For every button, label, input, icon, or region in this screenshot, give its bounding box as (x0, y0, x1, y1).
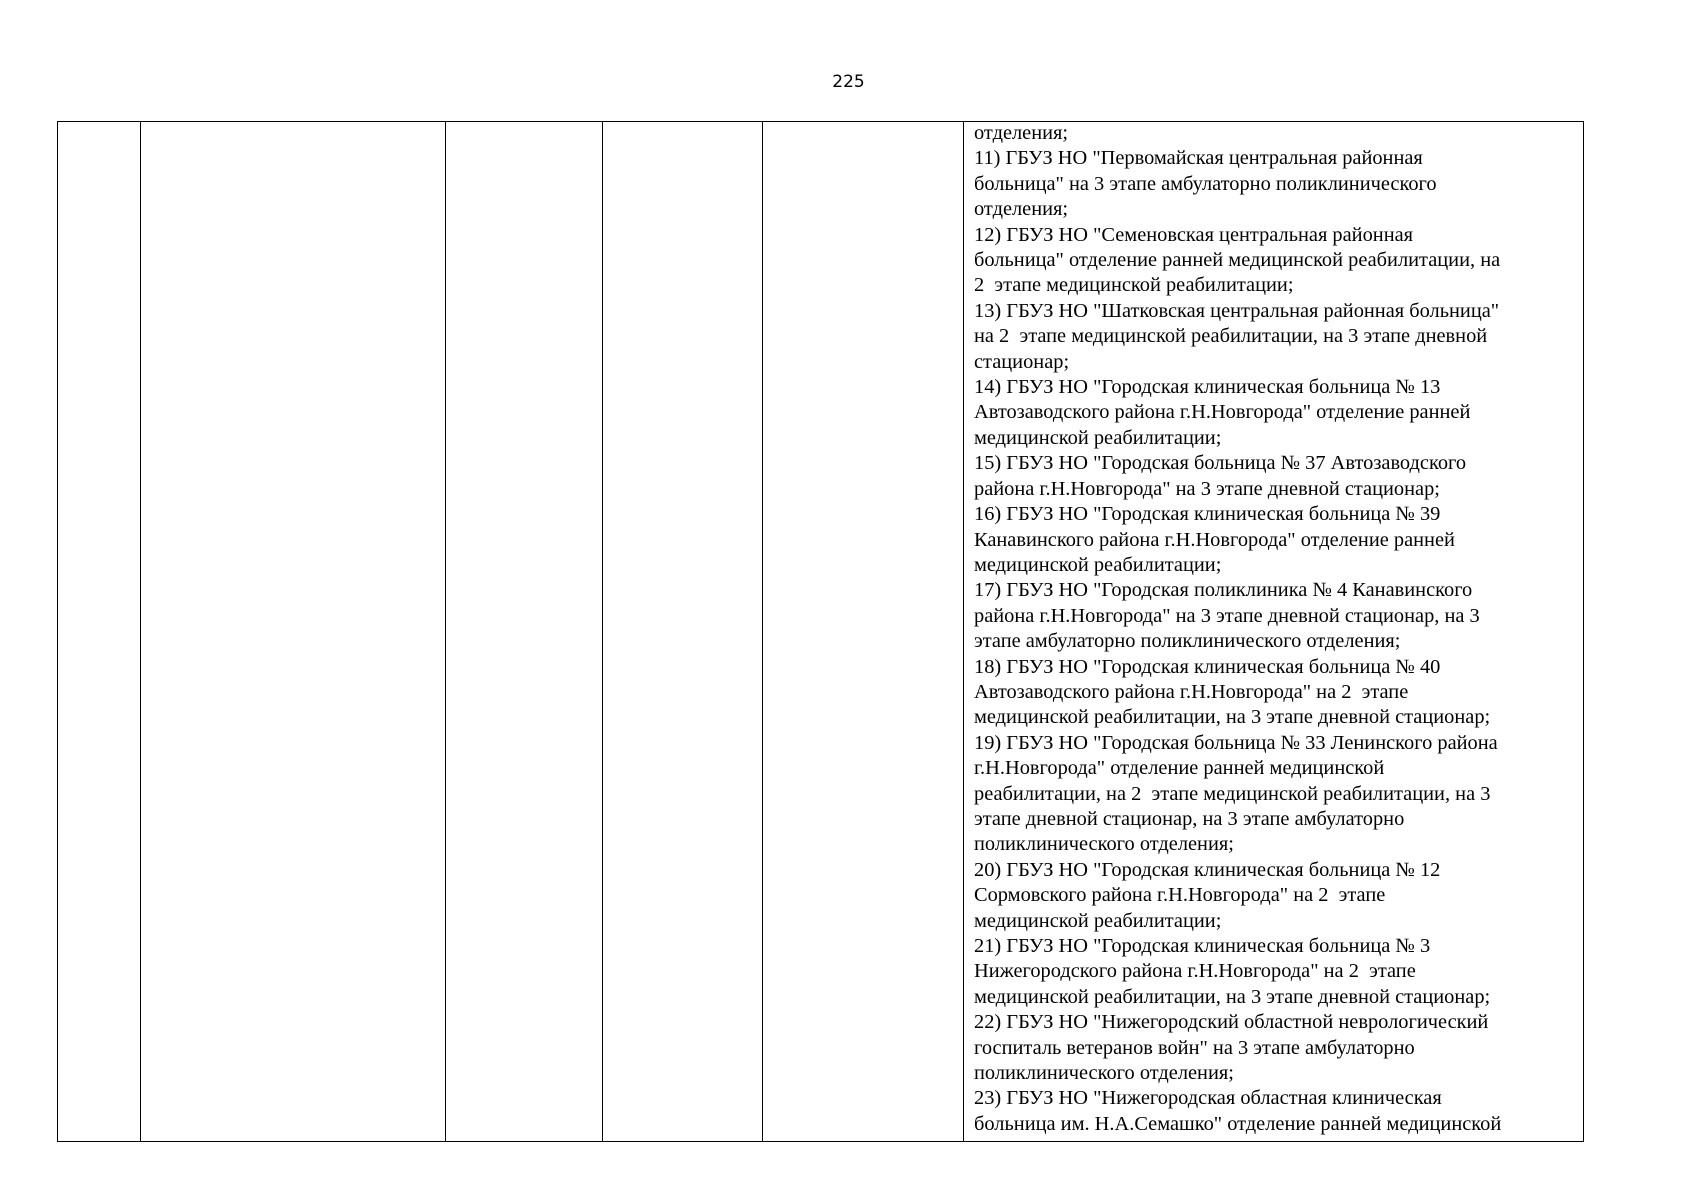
table-cell-col-2 (141, 122, 446, 1142)
facility-list-line: 19) ГБУЗ НО "Городская больница № 33 Ленинского района (974, 731, 1498, 754)
facility-list-line: Автозаводского района г.Н.Новгорода" отделение ранней (974, 401, 1471, 424)
facility-list-line: 21) ГБУЗ НО "Городская клиническая больница № 3 (974, 935, 1431, 957)
facilities-table (57, 121, 1584, 1142)
facility-list-line: поликлинического отделения; (974, 1062, 1234, 1085)
table-cell-col-1 (58, 122, 141, 1142)
facility-list-line: г.Н.Новгорода" отделение ранней медицинской (974, 757, 1385, 780)
facility-list-line: больница им. Н.А.Семашко" отделение ранней медицинской (974, 1112, 1502, 1135)
facility-list (974, 122, 1575, 1138)
facility-list-line: 15) ГБУЗ НО "Городская больница № 37 Автозаводского (974, 452, 1467, 475)
facility-list-line: района г.Н.Новгорода" на 3 этапе дневной стационар; (974, 477, 1440, 500)
facility-list-line: Канавинского района г.Н.Новгорода" отделение ранней (974, 528, 1455, 551)
facility-list-line: района г.Н.Новгорода" на 3 этапе дневной стационар, на 3 (974, 604, 1480, 627)
facility-list-line: медицинской реабилитации, на 3 этапе дневной стационар; (974, 706, 1491, 729)
facility-list-line: на 2 этапе медицинской реабилитации, на 3 этапе дневной (974, 325, 1488, 348)
facility-list-line: 18) ГБУЗ НО "Городская клиническая больница № 40 (974, 655, 1441, 678)
facility-list-line: госпиталь ветеранов войн" на 3 этапе амбулаторно (974, 1036, 1415, 1059)
facility-list-line: медицинской реабилитации; (974, 426, 1222, 449)
facility-list-line: реабилитации, на 2 этапе медицинской реабилитации, на 3 (974, 782, 1491, 805)
facility-list-line: 11) ГБУЗ НО "Первомайская центральная районная (974, 147, 1423, 170)
facility-list-line: отделения; (974, 122, 1069, 144)
facility-list-line: Автозаводского района г.Н.Новгорода" на 2 этапе (974, 680, 1409, 703)
facility-list-line: Сормовского района г.Н.Новгорода" на 2 этапе (974, 884, 1386, 907)
facility-list-line: 13) ГБУЗ НО "Шатковская центральная районная больница" (974, 299, 1500, 322)
facility-list-line: Нижегородского района г.Н.Новгорода" на 2 этапе (974, 960, 1416, 983)
table-cell-col-4 (603, 122, 763, 1142)
facility-list-line: медицинской реабилитации; (974, 553, 1222, 576)
page-number: 225 (832, 72, 865, 92)
facility-list-line: 20) ГБУЗ НО "Городская клиническая больница № 12 (974, 858, 1441, 881)
facility-list-line: 12) ГБУЗ НО "Семеновская центральная районная (974, 223, 1414, 246)
facility-list-line: медицинской реабилитации; (974, 909, 1222, 932)
table-cell-col-5 (763, 122, 964, 1142)
table-row (58, 122, 1584, 1142)
facility-list-line: 16) ГБУЗ НО "Городская клиническая больница № 39 (974, 503, 1441, 526)
facility-list-line: 2 этапе медицинской реабилитации; (974, 274, 1294, 297)
facility-list-line: больница" отделение ранней медицинской реабилитации, на (974, 249, 1501, 272)
facility-list-line: этапе амбулаторно поликлинического отделения; (974, 630, 1401, 653)
facility-list-line: 23) ГБУЗ НО "Нижегородская областная клиническая (974, 1087, 1442, 1110)
facility-list-line: медицинской реабилитации, на 3 этапе дневной стационар; (974, 985, 1491, 1008)
facility-list-line: больница" на 3 этапе амбулаторно поликлинического (974, 172, 1437, 195)
facility-list-line: 22) ГБУЗ НО "Нижегородский областной неврологический (974, 1011, 1489, 1034)
table-cell-col-3 (446, 122, 603, 1142)
facility-list-line: поликлинического отделения; (974, 833, 1234, 856)
facility-list-line: стационар; (974, 350, 1070, 373)
table-cell-facility-list (964, 122, 1584, 1142)
facility-list-line: 14) ГБУЗ НО "Городская клиническая больница № 13 (974, 376, 1441, 399)
facility-list-line: 17) ГБУЗ НО "Городская поликлиника № 4 Канавинского (974, 579, 1473, 602)
facility-list-line: этапе дневной стационар, на 3 этапе амбулаторно (974, 807, 1405, 830)
facility-list-line: отделения; (974, 198, 1069, 221)
